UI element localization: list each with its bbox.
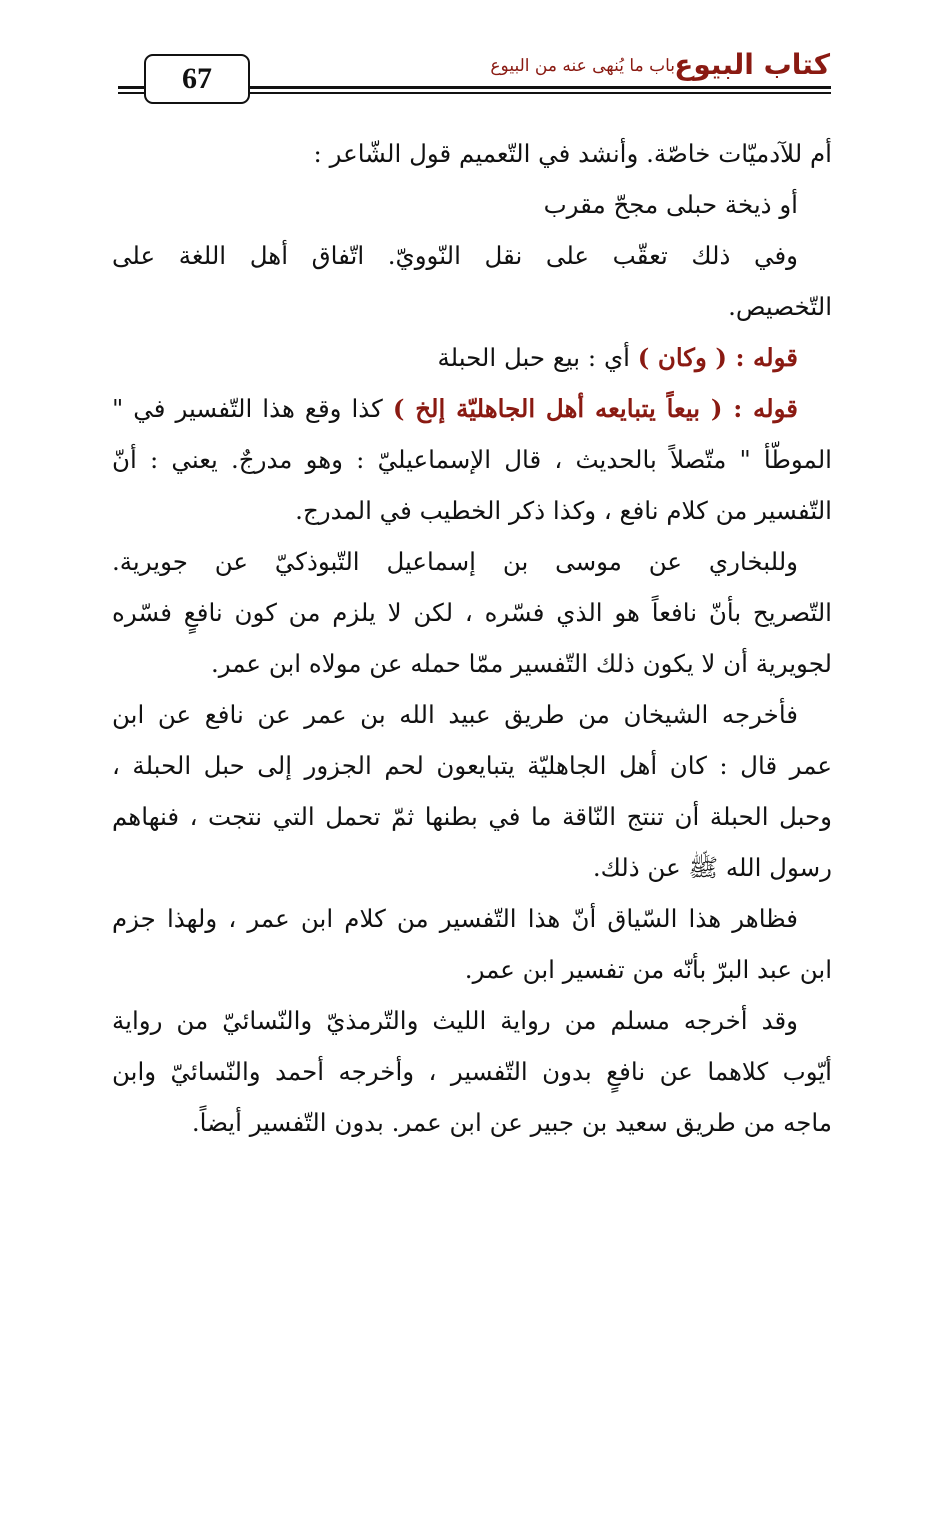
page-number: 67 [182, 62, 212, 95]
text-line: رسول الله ﷺ عن ذلك. [592, 853, 832, 882]
chapter-title: باب ما يُنهى عنه من البيوع [490, 56, 675, 76]
lemma-heading: قوله : ( بيعاً يتبايعه أهل الجاهليّة إلخ ) [392, 394, 798, 423]
page-body [112, 128, 832, 1148]
text-line: الموطّأ " متّصلاً بالحديث ، قال الإسماعيليّ : وهو مدرجٌ. يعني : أنّ [112, 445, 832, 474]
poetry-line: أو ذيخة حبلى مجحّ مقرب [543, 190, 798, 219]
text-line: فظاهر هذا السّياق أنّ هذا التّفسير من كلام ابن عمر ، ولهذا جزم [112, 904, 798, 933]
text-line: التّصريح بأنّ نافعاً هو الذي فسّره ، لكن لا يلزم من كون نافعٍ فسّره [112, 598, 832, 627]
text-line: وللبخاري عن موسى بن إسماعيل التّبوذكيّ عن جويرية. [112, 547, 798, 576]
text-line: عمر قال : كان أهل الجاهليّة يتبايعون لحم الجزور إلى حبل الحبلة ، [112, 751, 832, 780]
text-line: أم للآدميّات خاصّة. وأنشد في التّعميم قول الشّاعر : [313, 139, 832, 168]
text-line: أيّوب كلاهما عن نافعٍ بدون التّفسير ، وأخرجه أحمد والنّسائيّ وابن [112, 1057, 832, 1086]
commentary-line: قوله : ( وكان ) أي : بيع حبل الحبلة [437, 343, 798, 372]
text-line: وفي ذلك تعقّب على نقل النّوويّ. اتّفاق أهل اللغة على [112, 241, 798, 270]
page-header [0, 0, 945, 110]
text-line: التّفسير من كلام نافع ، وكذا ذكر الخطيب في المدرج. [295, 496, 832, 525]
text-line: التّخصيص. [728, 292, 832, 321]
page-number-box [144, 54, 250, 104]
text-line: وقد أخرجه مسلم من رواية الليث والتّرمذيّ والنّسائيّ من رواية [112, 1006, 798, 1035]
commentary-line: قوله : ( بيعاً يتبايعه أهل الجاهليّة إلخ ) كذا وقع هذا التّفسير في " [112, 394, 798, 423]
lemma-heading: قوله : ( وكان ) [637, 343, 798, 372]
text-line: ماجه من طريق سعيد بن جبير عن ابن عمر. بدون التّفسير أيضاً. [191, 1108, 832, 1137]
text-line: لجويرية أن لا يكون ذلك التّفسير ممّا حمله عن مولاه ابن عمر. [210, 649, 832, 678]
text-line: وحبل الحبلة أن تنتج النّاقة ما في بطنها ثمّ تحمل التي نتجت ، فنهاهم [112, 802, 832, 831]
text-line: ابن عبد البرّ بأنّه من تفسير ابن عمر. [464, 955, 832, 984]
text-line: فأخرجه الشيخان من طريق عبيد الله بن عمر عن نافع عن ابن [112, 700, 798, 729]
book-title: كتاب البيوع [674, 48, 830, 81]
